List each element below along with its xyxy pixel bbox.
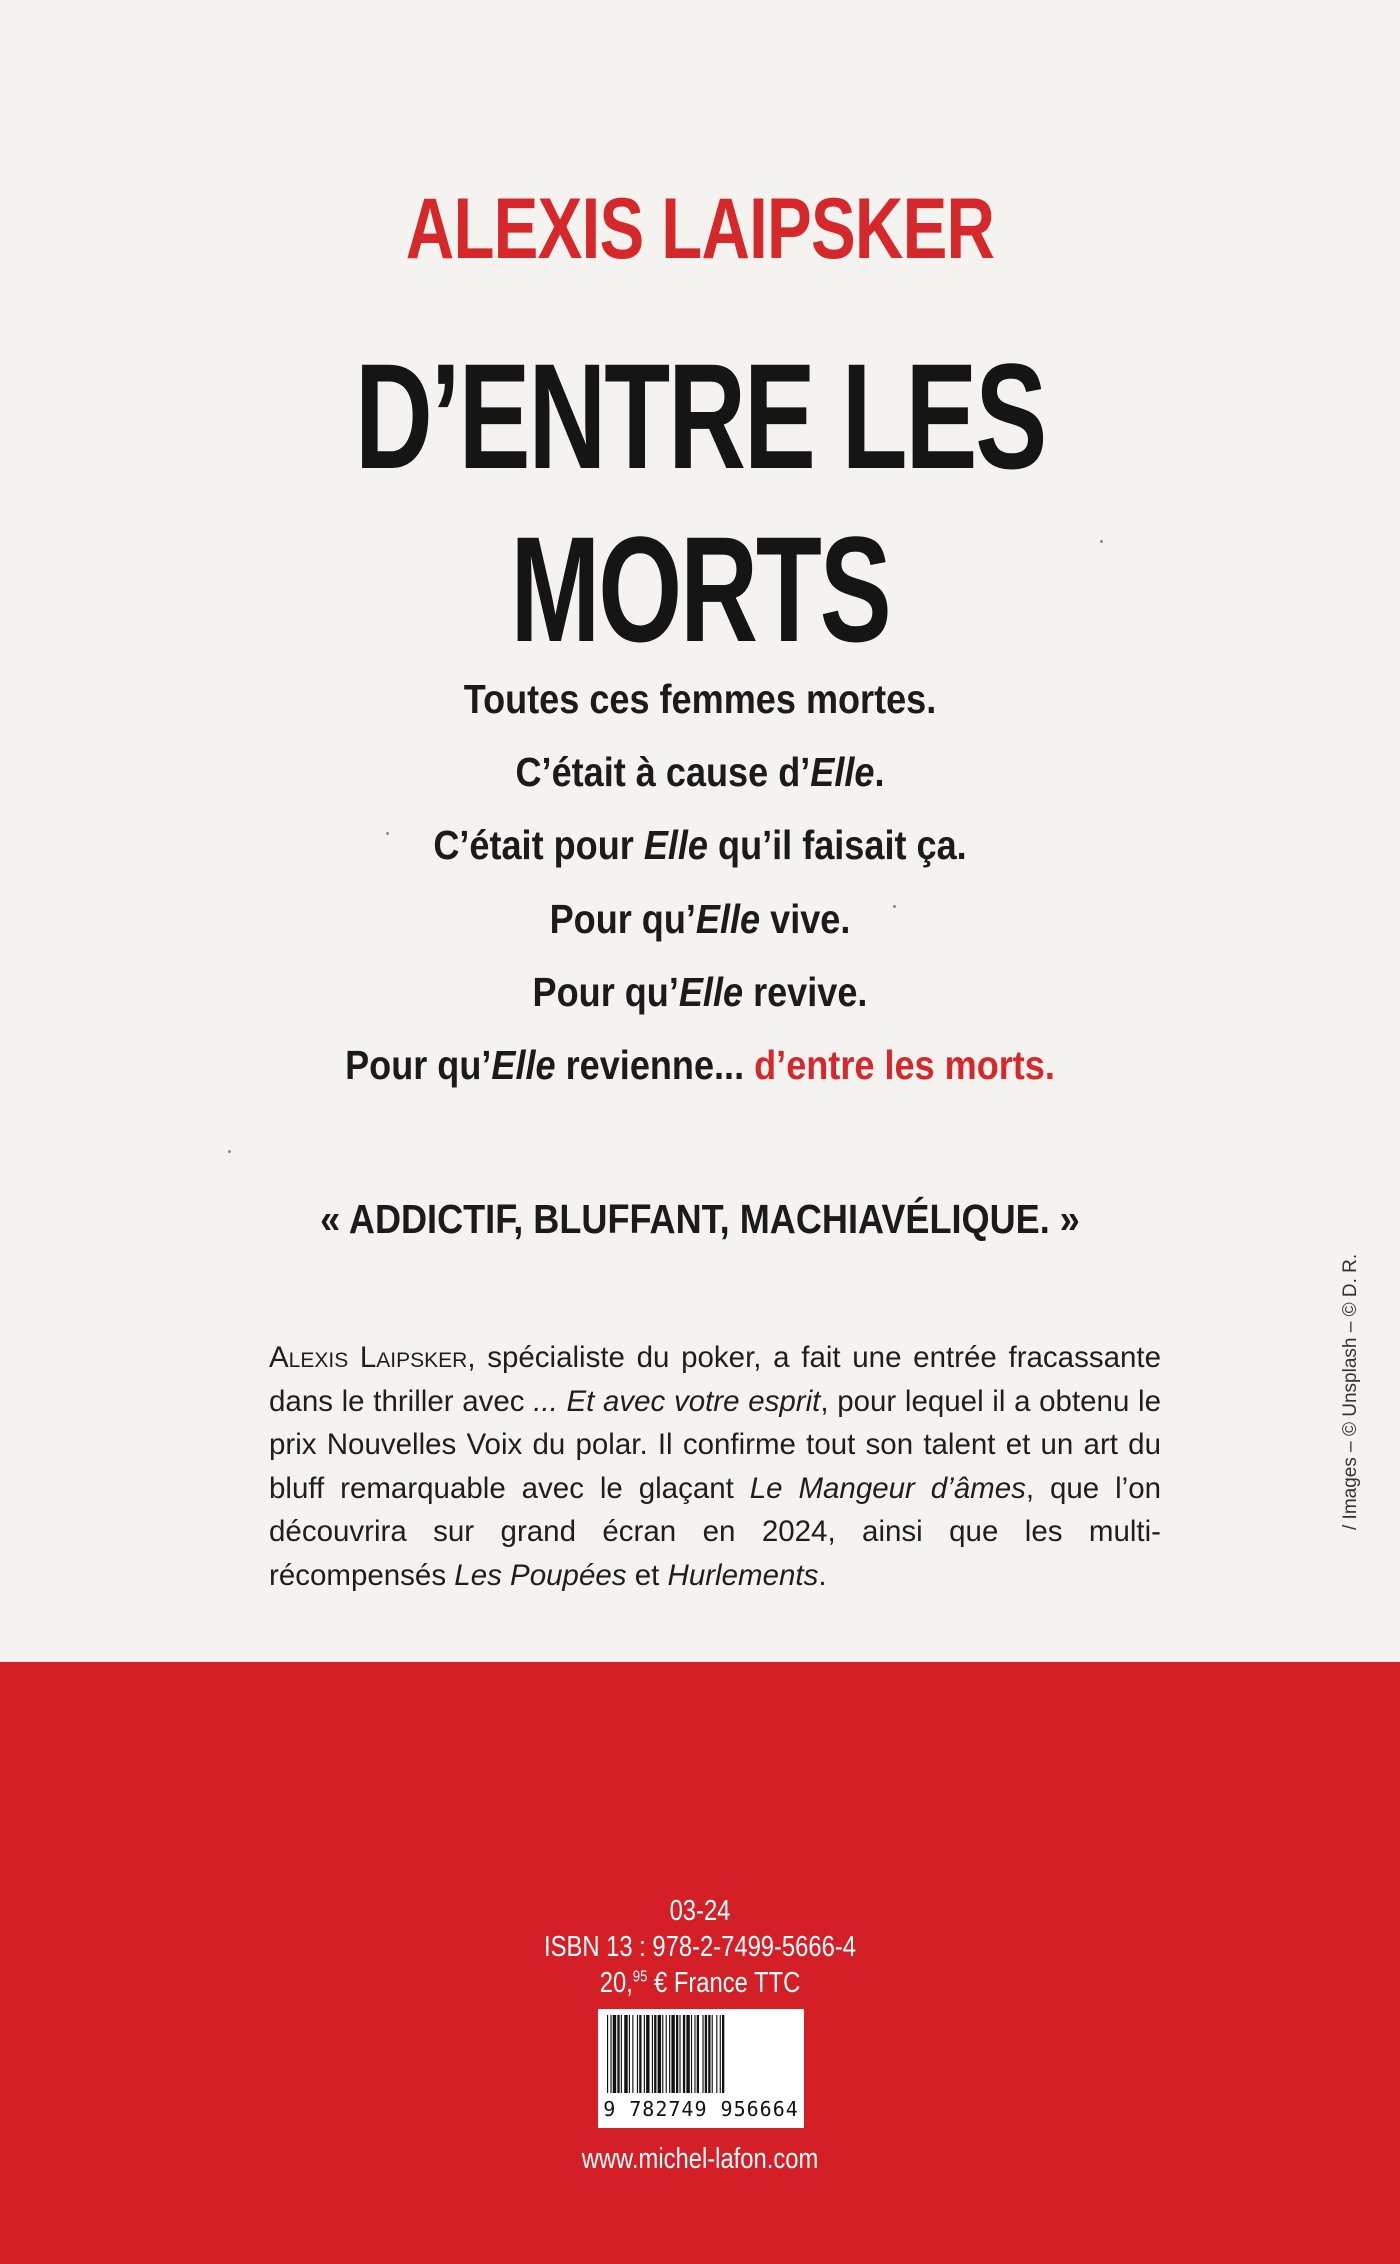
- teaser-emphasis: Elle: [643, 822, 709, 868]
- press-quote: « ADDICTIF, BLUFFANT, MACHIAVÉLIQUE. »: [320, 1196, 1080, 1242]
- photo-credit: / Images – © Unsplash – © D. R.: [1340, 1253, 1361, 1530]
- book-title: D’ENTRE LES MORTS: [354, 332, 1046, 673]
- barcode-stripe: [671, 2015, 674, 2093]
- price: [126, 1967, 1274, 2000]
- teaser-text-segment: Pour qu’: [549, 896, 696, 942]
- date-code: 03-24: [669, 1895, 731, 1927]
- teaser-text-segment: C’était pour: [433, 822, 644, 868]
- teaser-emphasis: Elle: [695, 896, 761, 942]
- isbn: ISBN 13 : 978-2-7499-5666-4: [543, 1931, 856, 1963]
- barcode-stripe: [632, 2015, 633, 2093]
- price-main: 20,: [599, 1967, 633, 1999]
- barcode-stripe: [610, 2015, 611, 2093]
- paper-speck: [228, 1150, 231, 1153]
- bio-book-title: Les Poupées: [454, 1558, 627, 1592]
- barcode-stripe: [702, 2015, 703, 2093]
- teaser-text-segment: qu’il faisait ça.: [708, 822, 967, 868]
- teaser-text-segment: C’était à cause d’: [515, 749, 811, 795]
- teaser-emphasis: Elle: [678, 969, 744, 1015]
- bio-book-title: Le Mangeur d’âmes: [749, 1471, 1026, 1505]
- teaser-line-5: [84, 969, 1316, 1016]
- bio-text: .: [818, 1558, 827, 1592]
- bio-text: , pour lequel il a obtenu le prix Nouvelles Voix du polar. Il confirme tout son talent et un art du bluff remarquable avec le glaçant: [269, 1384, 1161, 1505]
- teaser-line-2: [84, 749, 1316, 796]
- barcode-stripe: [669, 2015, 670, 2093]
- barcode-stripe: [666, 2015, 667, 2093]
- price-cents: 95: [632, 1968, 648, 1986]
- barcode-stripe: [654, 2015, 656, 2093]
- barcode-stripe: [697, 2015, 699, 2093]
- barcode-stripe: [629, 2015, 630, 2093]
- barcode-stripe: [639, 2015, 641, 2093]
- publisher-website[interactable]: www.michel-lafon.com: [581, 2143, 819, 2175]
- barcode-stripe: [705, 2015, 707, 2093]
- barcode-stripe: [621, 2015, 622, 2093]
- bio-author-name: Alexis Laipsker: [269, 1341, 468, 1374]
- barcode-stripe: [646, 2015, 649, 2093]
- barcode-stripe: [691, 2015, 692, 2093]
- teaser-line-3: [84, 822, 1316, 869]
- barcode-bars: [607, 2015, 795, 2093]
- barcode-stripe: [676, 2015, 678, 2093]
- barcode-stripe: [679, 2015, 680, 2093]
- barcode-stripe: [716, 2015, 717, 2093]
- teaser-text-segment: Pour qu’: [532, 969, 679, 1015]
- teaser-line-6: [84, 1042, 1316, 1089]
- price-currency: € France TTC: [647, 1967, 801, 1999]
- teaser-text-segment: vive.: [760, 896, 851, 942]
- barcode-stripe: [617, 2015, 619, 2093]
- barcode-stripe: [683, 2015, 685, 2093]
- barcode-stripe: [694, 2015, 695, 2093]
- barcode-stripe: [662, 2015, 663, 2093]
- bio-text: , que l’on découvrira sur grand écran en 2024, ainsi que les multi-récompensés: [269, 1471, 1162, 1592]
- barcode-stripe: [686, 2015, 689, 2093]
- author-name: ALEXIS LAIPSKER: [405, 181, 995, 277]
- teaser-line-1: Toutes ces femmes mortes.: [463, 676, 937, 722]
- teaser-emphasis: Elle: [491, 1042, 556, 1088]
- bio-text: , spécialiste du poker, a fait une entrée fracassante dans le thriller avec: [269, 1341, 1162, 1418]
- teaser-line-4: [84, 896, 1316, 943]
- barcode-stripe: [624, 2015, 627, 2093]
- teaser-text-segment: revienne...: [555, 1042, 755, 1088]
- teaser-text-segment: Pour qu’: [345, 1042, 492, 1088]
- barcode-stripe: [637, 2015, 638, 2093]
- barcode-stripe: [613, 2015, 616, 2093]
- barcode-stripe: [720, 2015, 721, 2093]
- author-bio: [269, 1336, 1161, 1597]
- bio-book-title: ... Et avec votre esprit: [533, 1384, 821, 1418]
- barcode-stripe: [644, 2015, 645, 2093]
- bio-book-title: Hurlements: [667, 1558, 819, 1592]
- barcode-stripe: [658, 2015, 661, 2093]
- barcode-stripe: [607, 2015, 608, 2093]
- barcode-number: 9 782749 956664: [603, 2097, 799, 2121]
- bio-text: et: [626, 1558, 668, 1592]
- barcode-stripe: [712, 2015, 713, 2093]
- teaser-text-segment: .: [874, 749, 885, 795]
- barcode-stripe: [722, 2015, 724, 2093]
- teaser-text-segment: revive.: [743, 969, 868, 1015]
- barcode-stripe: [708, 2015, 710, 2093]
- teaser-emphasis: Elle: [810, 749, 875, 795]
- teaser-red-phrase: d’entre les morts.: [754, 1042, 1055, 1088]
- barcode-stripe: [652, 2015, 653, 2093]
- barcode: [598, 2009, 804, 2128]
